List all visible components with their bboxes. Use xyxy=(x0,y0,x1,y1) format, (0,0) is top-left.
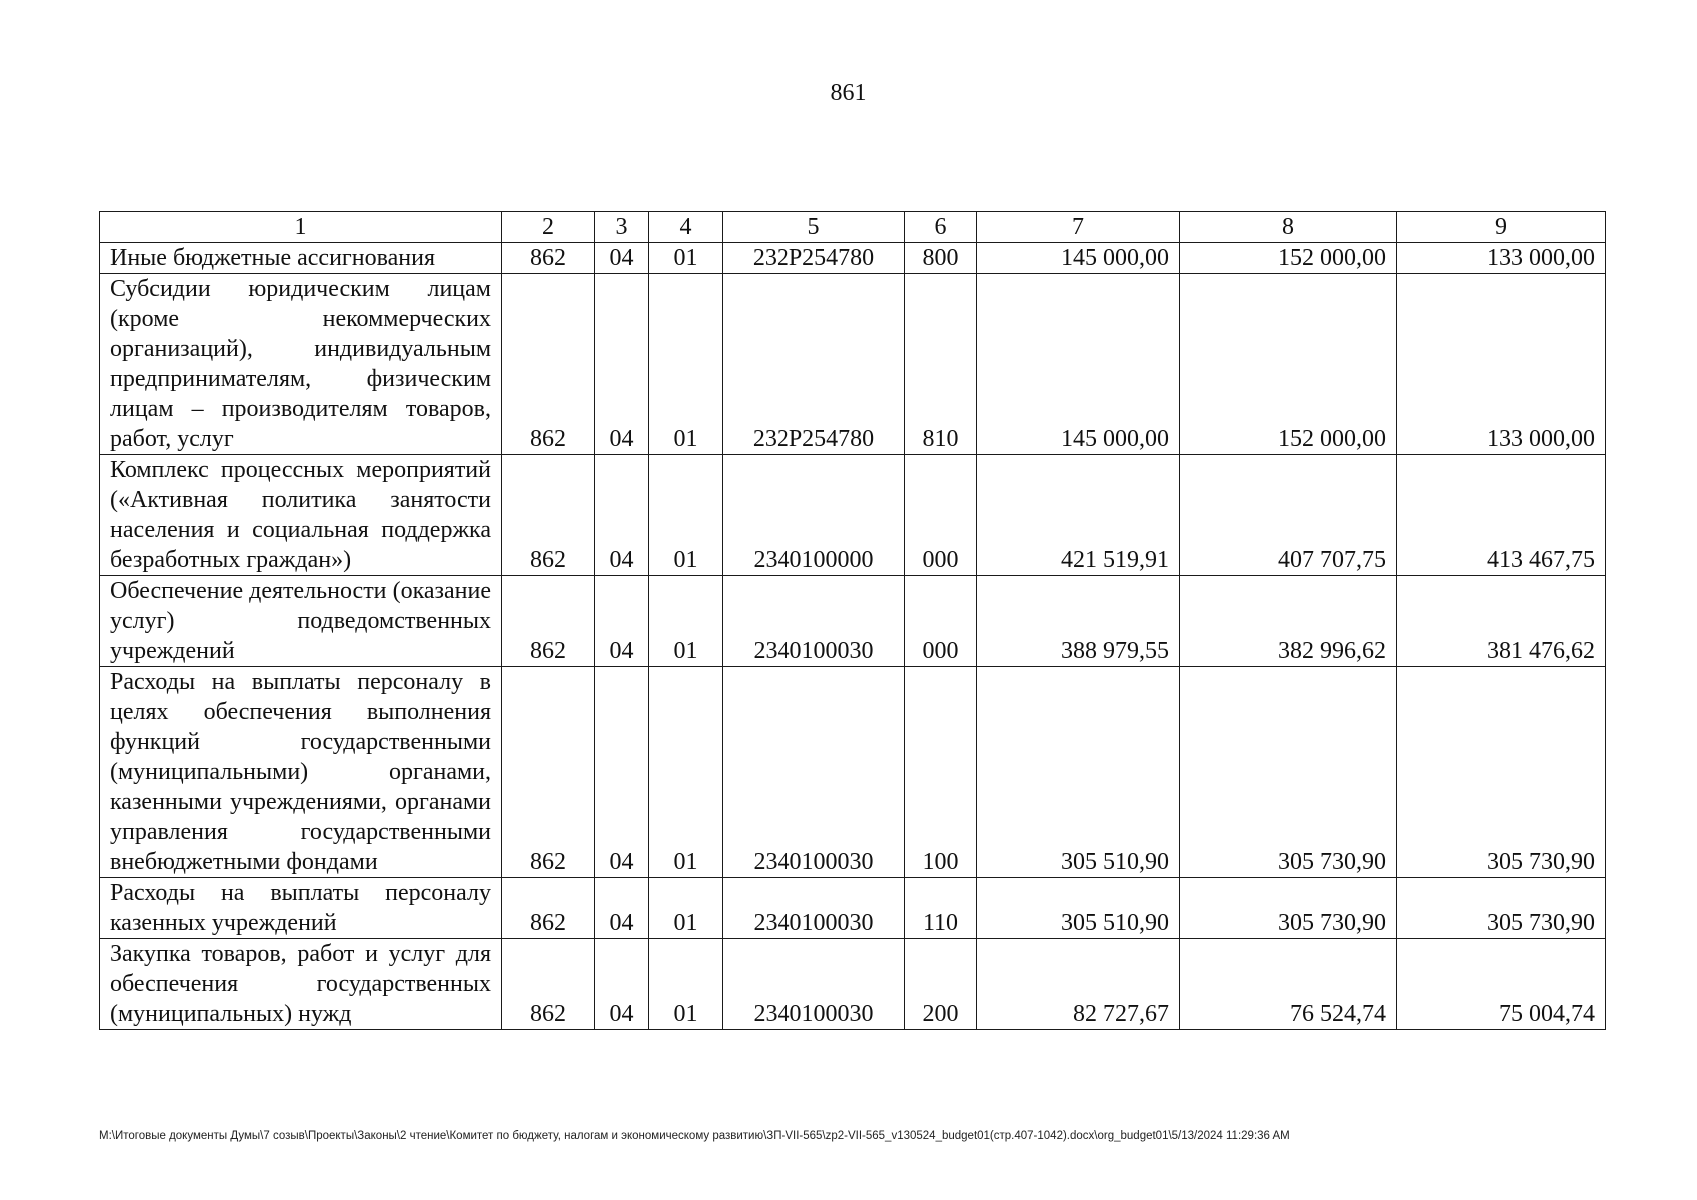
cell-col3: 04 xyxy=(595,576,649,667)
cell-col4: 01 xyxy=(649,455,723,576)
col-header-2: 2 xyxy=(502,212,595,243)
cell-col2: 862 xyxy=(502,576,595,667)
cell-col3: 04 xyxy=(595,667,649,878)
page-number: 861 xyxy=(830,80,867,106)
cell-col3: 04 xyxy=(595,939,649,1030)
cell-col7: 421 519,91 xyxy=(977,455,1180,576)
col-header-6: 6 xyxy=(905,212,977,243)
cell-col7: 145 000,00 xyxy=(977,243,1180,274)
col-header-4: 4 xyxy=(649,212,723,243)
cell-col2: 862 xyxy=(502,243,595,274)
table-row xyxy=(100,243,1606,274)
row-name: Расходы на выплаты персоналу казенных учреждений xyxy=(100,878,502,939)
cell-col7: 82 727,67 xyxy=(977,939,1180,1030)
cell-col8: 152 000,00 xyxy=(1180,274,1397,455)
cell-col5: 2340100030 xyxy=(723,667,905,878)
cell-col6: 000 xyxy=(905,455,977,576)
cell-col2: 862 xyxy=(502,878,595,939)
col-header-1: 1 xyxy=(100,212,502,243)
cell-col4: 01 xyxy=(649,576,723,667)
cell-col8: 305 730,90 xyxy=(1180,667,1397,878)
row-name: Закупка товаров, работ и услуг для обеспечения государственных (муниципальных) нужд xyxy=(100,939,502,1030)
table-row xyxy=(100,274,1606,455)
cell-col5: 2340100030 xyxy=(723,576,905,667)
document-path-footer: M:\Итоговые документы Думы\7 созыв\Проекты\Законы\2 чтение\Комитет по бюджету, налогам и экономическому развитию\ЗП-VII-565\zp2-VII-565_v130524_budget01(стр.407-1042).docx\org_budget01\5/13/2024 11:29:36 AM xyxy=(99,1130,1290,1142)
cell-col2: 862 xyxy=(502,939,595,1030)
cell-col2: 862 xyxy=(502,455,595,576)
cell-col6: 000 xyxy=(905,576,977,667)
cell-col9: 75 004,74 xyxy=(1397,939,1606,1030)
row-name: Иные бюджетные ассигнования xyxy=(100,243,502,274)
cell-col4: 01 xyxy=(649,274,723,455)
cell-col3: 04 xyxy=(595,878,649,939)
col-header-5: 5 xyxy=(723,212,905,243)
cell-col9: 305 730,90 xyxy=(1397,878,1606,939)
cell-col9: 381 476,62 xyxy=(1397,576,1606,667)
cell-col9: 133 000,00 xyxy=(1397,274,1606,455)
cell-col5: 232P254780 xyxy=(723,243,905,274)
cell-col4: 01 xyxy=(649,243,723,274)
table-row xyxy=(100,576,1606,667)
col-header-7: 7 xyxy=(977,212,1180,243)
cell-col5: 232P254780 xyxy=(723,274,905,455)
cell-col9: 133 000,00 xyxy=(1397,243,1606,274)
cell-col8: 305 730,90 xyxy=(1180,878,1397,939)
cell-col3: 04 xyxy=(595,455,649,576)
cell-col6: 800 xyxy=(905,243,977,274)
cell-col8: 76 524,74 xyxy=(1180,939,1397,1030)
cell-col4: 01 xyxy=(649,667,723,878)
table-row xyxy=(100,939,1606,1030)
table-row xyxy=(100,667,1606,878)
row-name: Комплекс процессных мероприятий («Активная политика занятости населения и социальная поддержка безработных граждан») xyxy=(100,455,502,576)
cell-col6: 200 xyxy=(905,939,977,1030)
cell-col3: 04 xyxy=(595,274,649,455)
cell-col2: 862 xyxy=(502,274,595,455)
cell-col4: 01 xyxy=(649,878,723,939)
cell-col5: 2340100030 xyxy=(723,878,905,939)
cell-col6: 100 xyxy=(905,667,977,878)
cell-col6: 110 xyxy=(905,878,977,939)
col-header-9: 9 xyxy=(1397,212,1606,243)
cell-col7: 388 979,55 xyxy=(977,576,1180,667)
col-header-3: 3 xyxy=(595,212,649,243)
cell-col2: 862 xyxy=(502,667,595,878)
cell-col7: 305 510,90 xyxy=(977,878,1180,939)
row-name: Обеспечение деятельности (оказание услуг) подведомственных учреждений xyxy=(100,576,502,667)
table-row xyxy=(100,878,1606,939)
header-row xyxy=(100,212,1606,243)
cell-col4: 01 xyxy=(649,939,723,1030)
cell-col8: 382 996,62 xyxy=(1180,576,1397,667)
table-row xyxy=(100,455,1606,576)
budget-table xyxy=(99,211,1606,1030)
cell-col7: 305 510,90 xyxy=(977,667,1180,878)
cell-col6: 810 xyxy=(905,274,977,455)
row-name: Расходы на выплаты персоналу в целях обеспечения выполнения функций государственными (муниципальными) органами, казенными учреждениями, органами управления государственными внебюджетными фондами xyxy=(100,667,502,878)
col-header-8: 8 xyxy=(1180,212,1397,243)
cell-col3: 04 xyxy=(595,243,649,274)
cell-col8: 407 707,75 xyxy=(1180,455,1397,576)
cell-col5: 2340100030 xyxy=(723,939,905,1030)
row-name: Субсидии юридическим лицам (кроме некоммерческих организаций), индивидуальным предпринимателям, физическим лицам – производителям товаров, работ, услуг xyxy=(100,274,502,455)
cell-col9: 305 730,90 xyxy=(1397,667,1606,878)
cell-col8: 152 000,00 xyxy=(1180,243,1397,274)
cell-col5: 2340100000 xyxy=(723,455,905,576)
cell-col7: 145 000,00 xyxy=(977,274,1180,455)
cell-col9: 413 467,75 xyxy=(1397,455,1606,576)
